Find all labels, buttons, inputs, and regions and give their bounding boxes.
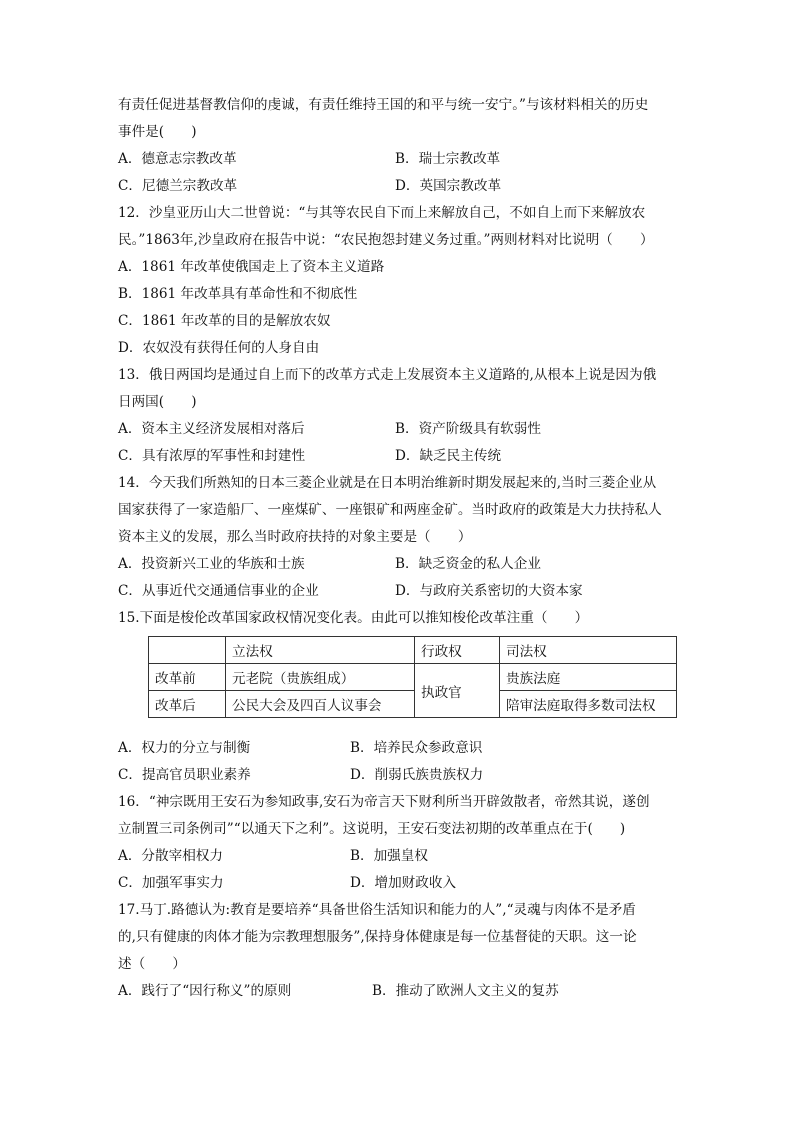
q17-stem-line1: 17.马丁.路德认为:教育是要培养“具备世俗生活知识和能力的人”,“灵魂与肉体不是矛盾 <box>118 902 636 918</box>
q12-option-b: B．1861 年改革具有革命性和不彻底性 <box>118 286 358 302</box>
q15-option-b: B．培养民众参政意识 <box>350 740 483 756</box>
table-row <box>149 664 677 691</box>
q11-options-row2 <box>118 173 678 200</box>
table-row <box>149 691 677 718</box>
q11-option-a: A．德意志宗教改革 <box>118 151 237 167</box>
q17-stem-line3: 述（ ） <box>118 956 186 972</box>
q16-option-c: C．加强军事实力 <box>118 875 224 891</box>
header-judicial: 司法权 <box>500 637 677 664</box>
q15-options-row2 <box>118 762 678 789</box>
q15-stem-line1: 15.下面是梭伦改革国家政权情况变化表。由此可以推知梭伦改革注重（ ） <box>118 610 589 626</box>
q11-options-row1 <box>118 146 678 173</box>
row-label-after: 改革后 <box>149 691 226 718</box>
q15-option-d: D．削弱氏族贵族权力 <box>350 767 484 783</box>
q12-stem-line1: 12．沙皇亚历山大二世曾说：“与其等农民自下而上来解放自己，不如自上而下来解放农 <box>118 205 646 221</box>
q16-option-a: A．分散宰相权力 <box>118 848 223 864</box>
q11-cont-line2: 事件是( ) <box>118 124 197 140</box>
after-legislative: 公民大会及四百人议事会 <box>226 691 415 718</box>
q16-option-d: D．增加财政收入 <box>350 875 457 891</box>
before-legislative: 元老院（贵族组成） <box>226 664 415 691</box>
q13-options-row1 <box>118 416 678 443</box>
q13-stem-line1: 13．俄日两国均是通过自上而下的改革方式走上发展资本主义道路的,从根本上说是因为俄 <box>118 367 657 383</box>
before-judicial: 贵族法庭 <box>500 664 677 691</box>
after-judicial: 陪审法庭取得多数司法权 <box>500 691 677 718</box>
q11-cont-line1: 有责任促进基督教信仰的虔诚，有责任维持王国的和平与统一安宁。”与该材料相关的历史 <box>118 97 649 113</box>
q13-option-b: B．资产阶级具有软弱性 <box>395 421 541 437</box>
q14-options-row2 <box>118 578 678 605</box>
q13-option-a: A．资本主义经济发展相对落后 <box>118 421 305 437</box>
table-spacer <box>118 718 678 735</box>
q14-option-b: B．缺乏资金的私人企业 <box>395 556 541 572</box>
q12-option-c: C．1861 年改革的目的是解放农奴 <box>118 313 331 329</box>
q11-option-c: C．尼德兰宗教改革 <box>118 178 238 194</box>
q13-stem-line2: 日两国( ) <box>118 394 197 410</box>
header-legislative: 立法权 <box>226 637 415 664</box>
executive-merged-cell: 执政官 <box>415 664 500 718</box>
q17-options-row1 <box>118 978 678 1005</box>
q14-stem-line1: 14．今天我们所熟知的日本三菱企业就是在日本明治维新时期发展起来的,当时三菱企业从 <box>118 475 657 491</box>
q15-option-c: C．提高官员职业素养 <box>118 767 251 783</box>
solon-reform-table <box>148 636 677 718</box>
table-corner-cell <box>149 637 226 664</box>
q14-option-a: A．投资新兴工业的华族和士族 <box>118 556 305 572</box>
q15-option-a: A．权力的分立与制衡 <box>118 740 251 756</box>
q13-option-d: D．缺乏民主传统 <box>395 448 502 464</box>
q14-option-d: D．与政府关系密切的大资本家 <box>395 583 583 599</box>
q12-stem-line2: 民。”1863年,沙皇政府在报告中说：“农民抱怨封建义务过重。”两则材料对比说明（ ） <box>118 232 654 248</box>
q14-option-c: C．从事近代交通通信事业的企业 <box>118 583 319 599</box>
q14-options-row1 <box>118 551 678 578</box>
q15-options-row1 <box>118 735 678 762</box>
table-header-row <box>149 637 677 664</box>
q17-stem-line2: 的,只有健康的肉体才能为宗教理想服务”,保持身体健康是每一位基督徒的天职。这一论 <box>118 929 637 945</box>
header-executive: 行政权 <box>415 637 500 664</box>
q12-option-d: D．农奴没有获得任何的人身自由 <box>118 340 320 356</box>
q16-stem-line2: 立制置三司条例司”“以通天下之利”。这说明，王安石变法初期的改革重点在于( ) <box>118 821 626 837</box>
q11-option-d: D．英国宗教改革 <box>395 178 502 194</box>
q16-stem-line1: 16．“神宗既用王安石为参知政事,安石为帝言天下财利所当开辟敛散者，帝然其说，遂创 <box>118 794 650 810</box>
q14-stem-line3: 资本主义的发展，那么当时政府扶持的对象主要是（ ） <box>118 529 472 545</box>
q16-option-b: B．加强皇权 <box>350 848 428 864</box>
q16-options-row1 <box>118 843 678 870</box>
q13-options-row2 <box>118 443 678 470</box>
q11-option-b: B．瑞士宗教改革 <box>395 151 501 167</box>
q16-options-row2 <box>118 870 678 897</box>
q13-option-c: C．具有浓厚的军事性和封建性 <box>118 448 306 464</box>
q14-stem-line2: 国家获得了一家造船厂、一座煤矿、一座银矿和两座金矿。当时政府的政策是大力扶持私人 <box>118 502 662 518</box>
exam-page <box>118 92 678 1005</box>
q12-option-a: A．1861 年改革使俄国走上了资本主义道路 <box>118 259 385 275</box>
row-label-before: 改革前 <box>149 664 226 691</box>
q17-option-a: A．践行了“因行称义”的原则 <box>118 983 292 999</box>
q17-option-b: B．推动了欧洲人文主义的复苏 <box>372 983 559 999</box>
